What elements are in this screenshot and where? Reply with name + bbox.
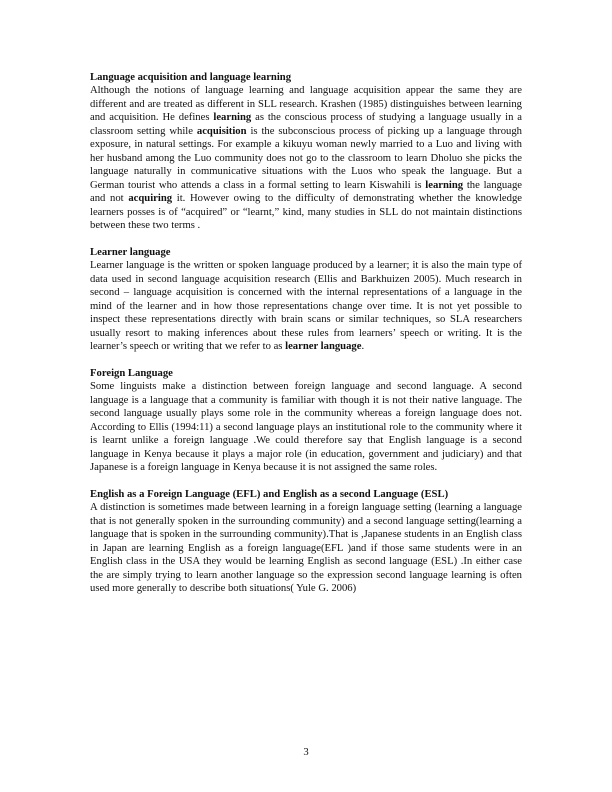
section [90, 71, 522, 232]
section-heading: Foreign Language [90, 367, 173, 379]
section-paragraph [90, 84, 522, 232]
section-paragraph [90, 259, 522, 353]
bold-term: acquisition [196, 125, 247, 137]
bold-term: acquiring [128, 193, 173, 205]
section-paragraph [90, 380, 522, 474]
page-number: 3 [303, 747, 309, 758]
text-run: the language and not [90, 179, 522, 205]
text-run: Some linguists make a distinction between foreign language and second language. A second language is a language that a community is familiar with though it is not their native language. The second language usually plays some role in the community whereas a foreign language does not. According to Ellis (1994:11) a second language plays an institutional role to the community where it is learnt unlike a foreign language .We could therefore say that English language is a second language in Kenya because it plays a major role (in education, government and judiciary) and that Japanese is a foreign language in Kenya because it is not assigned the same roles. [90, 381, 522, 474]
text-run: as the conscious process of studying a language usually in a classroom setting while [90, 112, 522, 137]
text-run: Although the notions of language learning and language acquisition appear the same they are different and are treated as different in SLL research. Krashen (1985) distinguishes between learning and acquisition. He defines [90, 85, 522, 124]
bold-term: learning [425, 179, 464, 191]
text-run: it. However owing to the difficulty of demonstrating whether the knowledge learners posses is of “acquired” or “learnt,” kind, many studies in SLL do not maintain distinctions between these two terms . [90, 193, 523, 231]
section-heading: English as a Foreign Language (EFL) and English as a second Language (ESL) [90, 489, 449, 500]
section [90, 246, 522, 354]
section [90, 367, 522, 475]
text-run: Learner language is the written or spoken language produced by a learner; it is also the main type of data used in second language acquisition research (Ellis and Barkhuizen 2005). Much research in second – language acquisition is concerned with the internal representations of a language in the mind of the learner and in how those representations change over time. It is not yet possible to inspect these representations directly with brain scans or similar techniques, so SLA researchers usually resort to making inferences about these rules from learners’ speech or writing. It is the learner’s speech or writing that we refer to as [90, 260, 522, 353]
text-run: is the subconscious process of picking up a language through exposure, in natural settings. For example a kikuyu woman newly married to a Luo and living with her husband among the Luo community does not go to the classroom to learn Dholuo she picks the language naturally in communicative situations with the Luos who speak the language. But a German tourist who attends a class in a formal setting to learn Kiswahili is [90, 125, 522, 191]
section-heading: Learner language [90, 246, 171, 258]
document-body [90, 71, 522, 609]
text-run: . [361, 341, 365, 353]
text-run: A distinction is sometimes made between learning in a foreign language setting (learning a language that is not generally spoken in the surrounding community) and a second language setting(learning a language that is spoken in the surrounding community).That is ,Japanese students in an English class in Japan are learning English as a foreign language(EFL )and if those same students were in an English class in the USA they would be learning English as second language (ESL) .In either case the are simply trying to learn another language so the expression second language learning is often used more generally to describe both situations( Yule G. 2006) [90, 502, 522, 595]
section-paragraph [90, 501, 522, 595]
section-heading: Language acquisition and language learning [90, 72, 292, 83]
section [90, 488, 522, 596]
bold-term: learner language [285, 341, 362, 353]
bold-term: learning [213, 112, 252, 124]
